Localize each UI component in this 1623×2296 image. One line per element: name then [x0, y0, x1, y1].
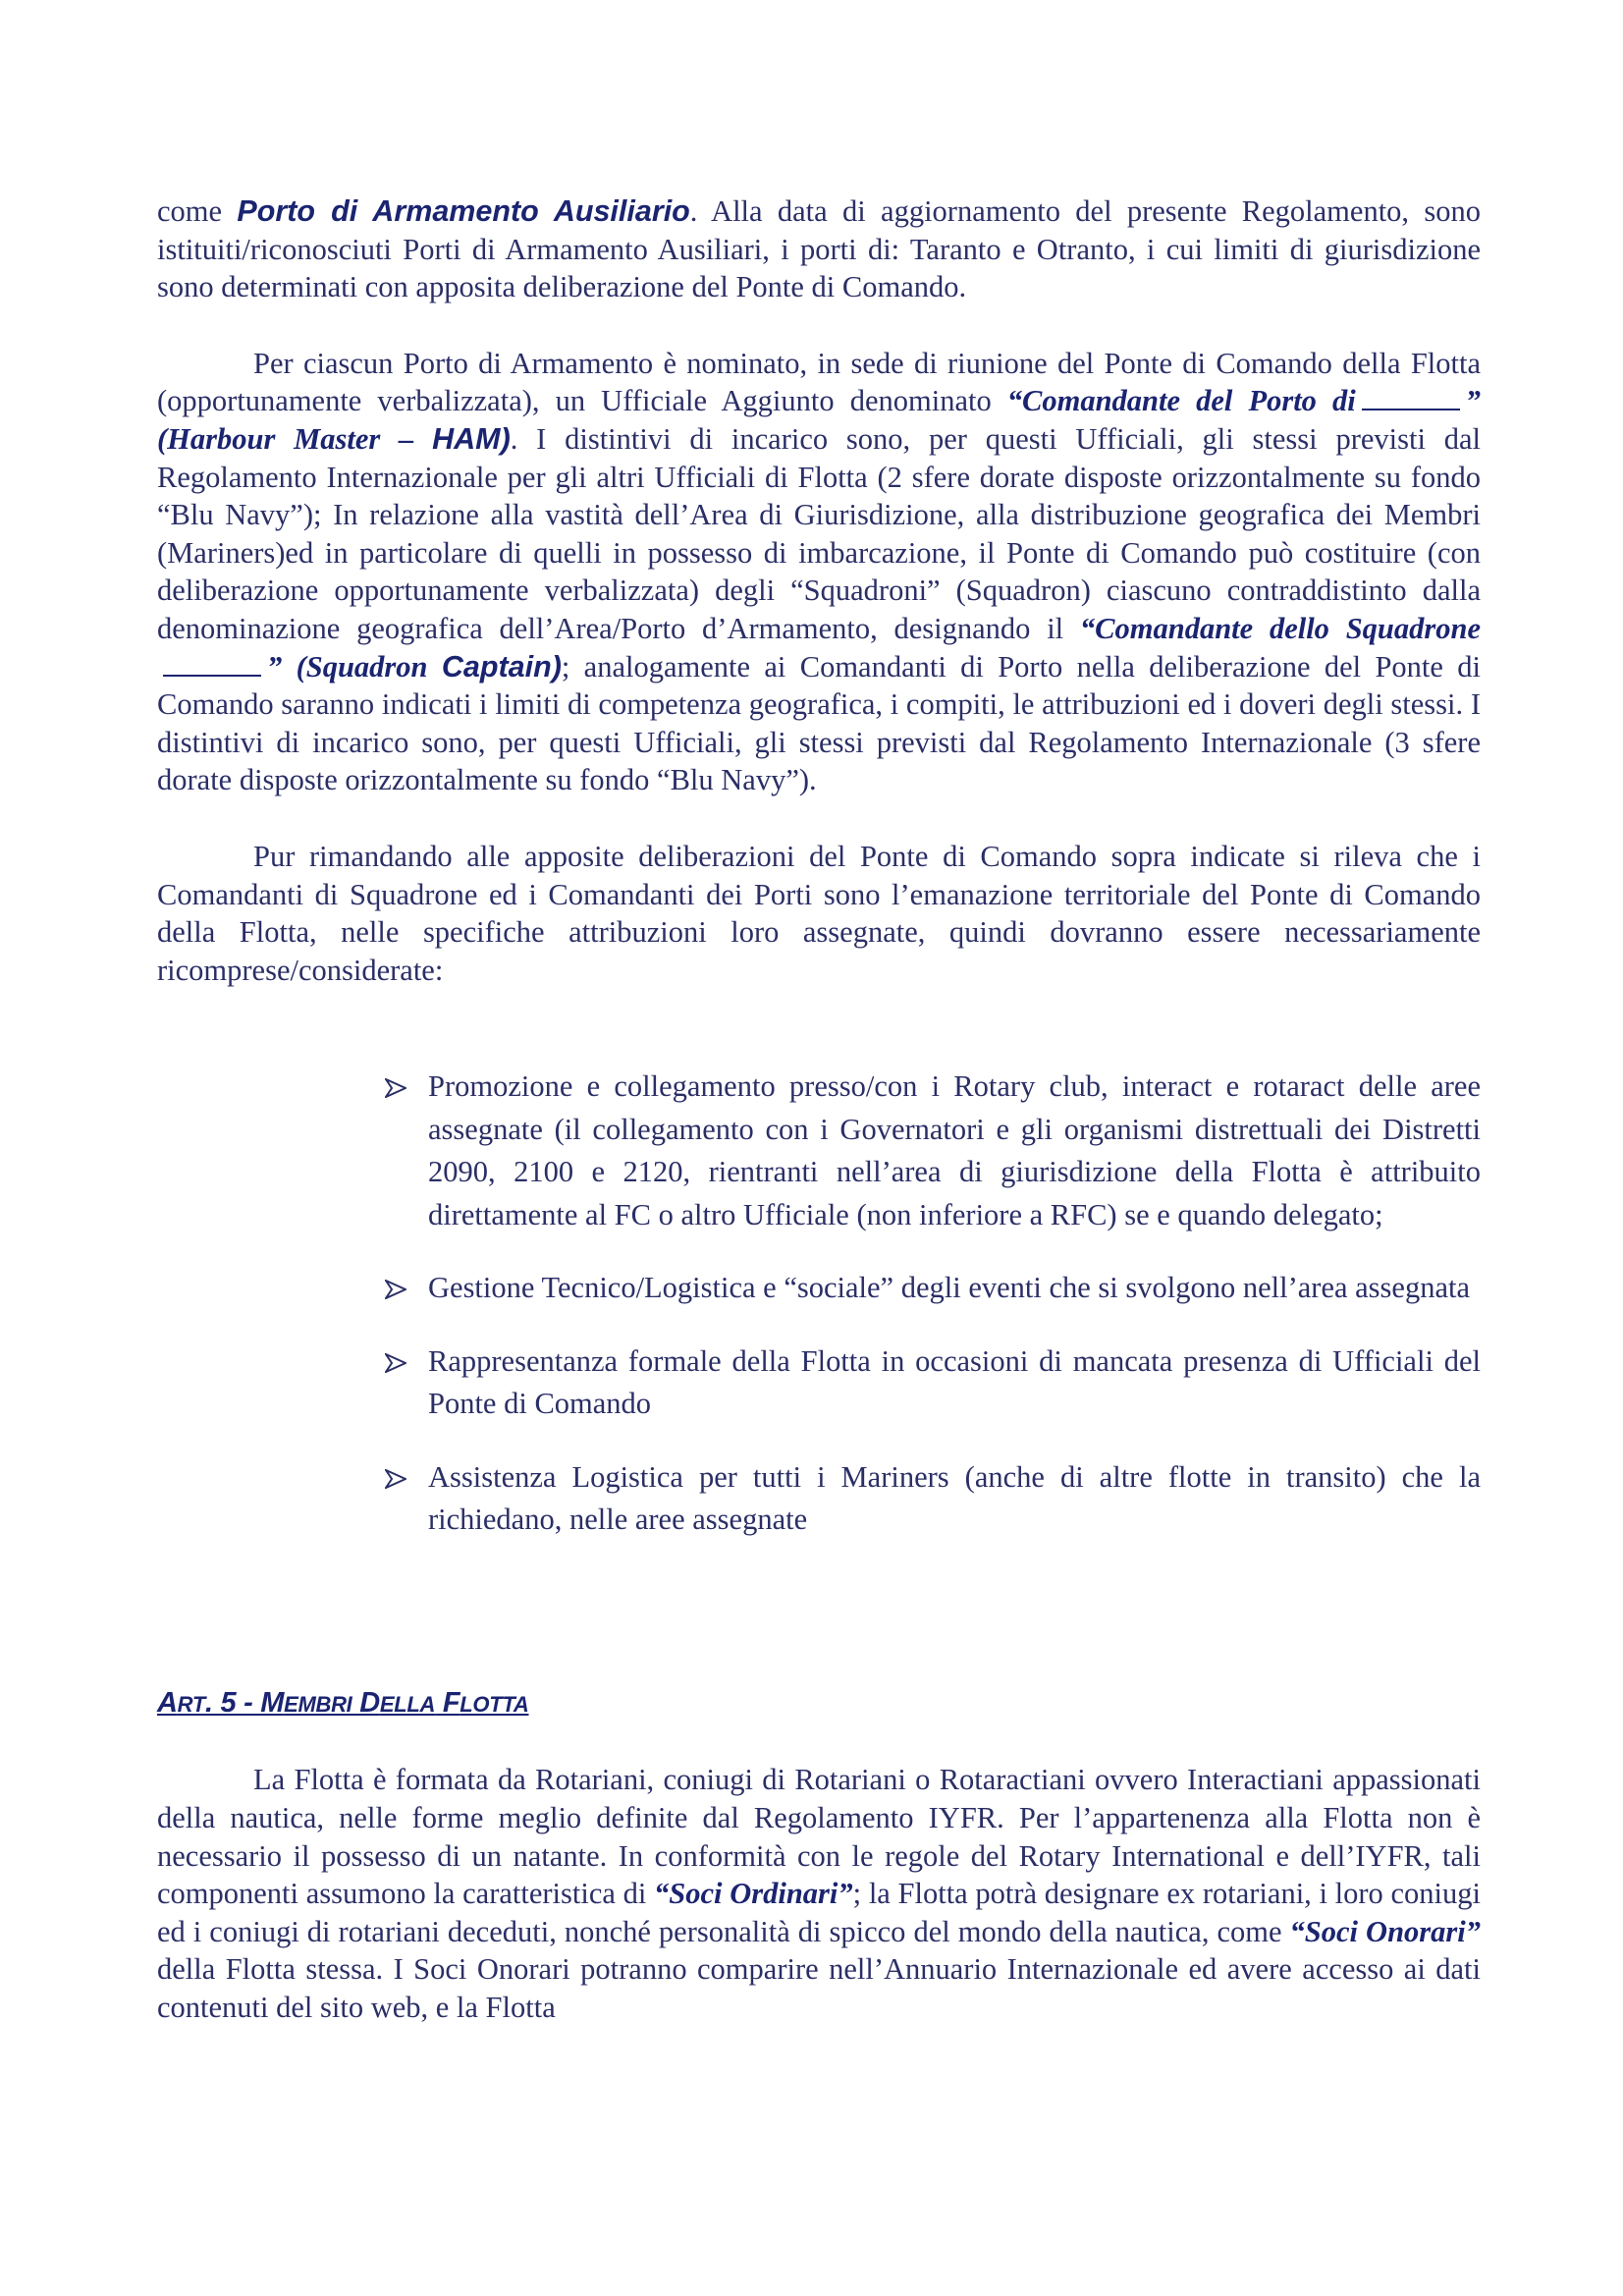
- section-heading-art-5: ART. 5 - MEMBRI DELLA FLOTTA: [157, 1686, 529, 1719]
- paragraph-emanazione-territoriale: Pur rimandando alle apposite deliberazioni del Ponte di Comando sopra indicate si rileva che i Comandanti di Squadrone ed i Comandanti dei Porti sono l’emanazione territoriale del Ponte di Comando della Flotta, nelle specifiche attribuzioni loro assegnate, quindi dovranno essere necessariamente ricomprese/considerate:: [157, 839, 1481, 987]
- list-item: Rappresentanza formale della Flotta in occasioni di mancata presenza di Ufficiali del Ponte di Comando: [157, 1340, 1481, 1426]
- term-comandante-squadrone: “Comandante dello Squadrone: [1079, 611, 1481, 645]
- paragraph-porto-ausiliario: come Porto di Armamento Ausiliario. Alla data di aggiornamento del presente Regolamento, sono istituiti/riconosciuti Porti di Armamento Ausiliari, i porti di: Taranto e Otranto, i cui limiti di giurisdizione sono determinati con apposita deliberazione del Ponte di Comando.: [157, 194, 1481, 304]
- blank-line: [163, 651, 261, 677]
- list-item: Promozione e collegamento presso/con i Rotary club, interact e rotaract delle aree assegnate (il collegamento con i Governatori e gli organismi distrettuali dei Distretti 2090, 2100 e 2120, rientranti nell’area di giurisdizione della Flotta è attribuito direttamente al FC o altro Ufficiale (non inferiore a RFC) se e quando delegato;: [157, 1066, 1481, 1236]
- paragraph-comandante-porto: Per ciascun Porto di Armamento è nominato, in sede di riunione del Ponte di Comando della Flotta (opportunamente verbalizzata), un Ufficiale Aggiunto denominato “Comandante del Porto di ” (Harbour Master – HAM). I distintivi di incarico sono, per questi Ufficiali, gli stessi previsti dal Regolamento Internazionale per gli altri Ufficiali di Flotta (2 sfere dorate disposte orizzontalmente su fondo “Blu Navy”); In relazione alla vastità dell’Area di Giurisdizione, alla distribuzione geografica dei Membri (Mariners)ed in particolare di quelli in possesso di imbarcazione, il Ponte di Comando può costituire (con deliberazione opportunamente verbalizzata) degli “Squadroni” (Squadron) ciascuno contraddistinto dalla denominazione geografica dell’Area/Porto d’Armamento, designando il “Comandante dello Squadrone” (Squadron Captain); analogamente ai Comandanti di Porto nella deliberazione del Ponte di Comando saranno indicati i limiti di competenza geografica, i compiti, le attribuzioni ed i doveri degli stessi. I distintivi di incarico sono, per questi Ufficiali, gli stessi previsti dal Regolamento Internazionale (3 sfere dorate disposte orizzontalmente su fondo “Blu Navy”).: [157, 346, 1482, 797]
- term-ham: HAM): [432, 421, 511, 456]
- term-porto-armamento-ausiliario: Porto di Armamento Ausiliario: [237, 194, 690, 228]
- term-soci-ordinari: “Soci Ordinari”: [654, 1877, 853, 1911]
- document-page: [157, 192, 1481, 2027]
- bullet-list: [157, 1066, 1481, 1542]
- term-comandante-porto: “Comandante del Porto di: [1006, 384, 1356, 418]
- list-item: Assistenza Logistica per tutti i Mariners (anche di altre flotte in transito) che la richiedano, nelle aree assegnate: [157, 1456, 1481, 1542]
- arrow-bullet-icon: [385, 1340, 406, 1373]
- term-captain: Captain): [441, 649, 562, 683]
- arrow-bullet-icon: [385, 1066, 406, 1098]
- arrow-bullet-icon: [385, 1456, 406, 1489]
- list-item: Gestione Tecnico/Logistica e “sociale” degli eventi che si svolgono nell’area assegnata: [157, 1267, 1481, 1310]
- paragraph-membri-flotta: La Flotta è formata da Rotariani, coniugi di Rotariani o Rotaractiani ovvero Interactiani appassionati della nautica, nelle forme meglio definite dal Regolamento IYFR. Per l’appartenenza alla Flotta non è necessario il possesso di un natante. In conformità con le regole del Rotary International e dell’IYFR, tali componenti assumono la caratteristica di “Soci Ordinari”; la Flotta potrà designare ex rotariani, i loro coniugi ed i coniugi di rotariani deceduti, nonché personalità di spicco del mondo della nautica, come “Soci Onorari” della Flotta stessa. I Soci Onorari potranno comparire nell’Annuario Internazionale ed avere accesso ai dati contenuti del sito web, e la Flotta: [157, 1763, 1482, 2024]
- arrow-bullet-icon: [385, 1267, 406, 1299]
- blank-line: [1362, 385, 1460, 410]
- term-soci-onorari: “Soci Onorari”: [1289, 1914, 1481, 1948]
